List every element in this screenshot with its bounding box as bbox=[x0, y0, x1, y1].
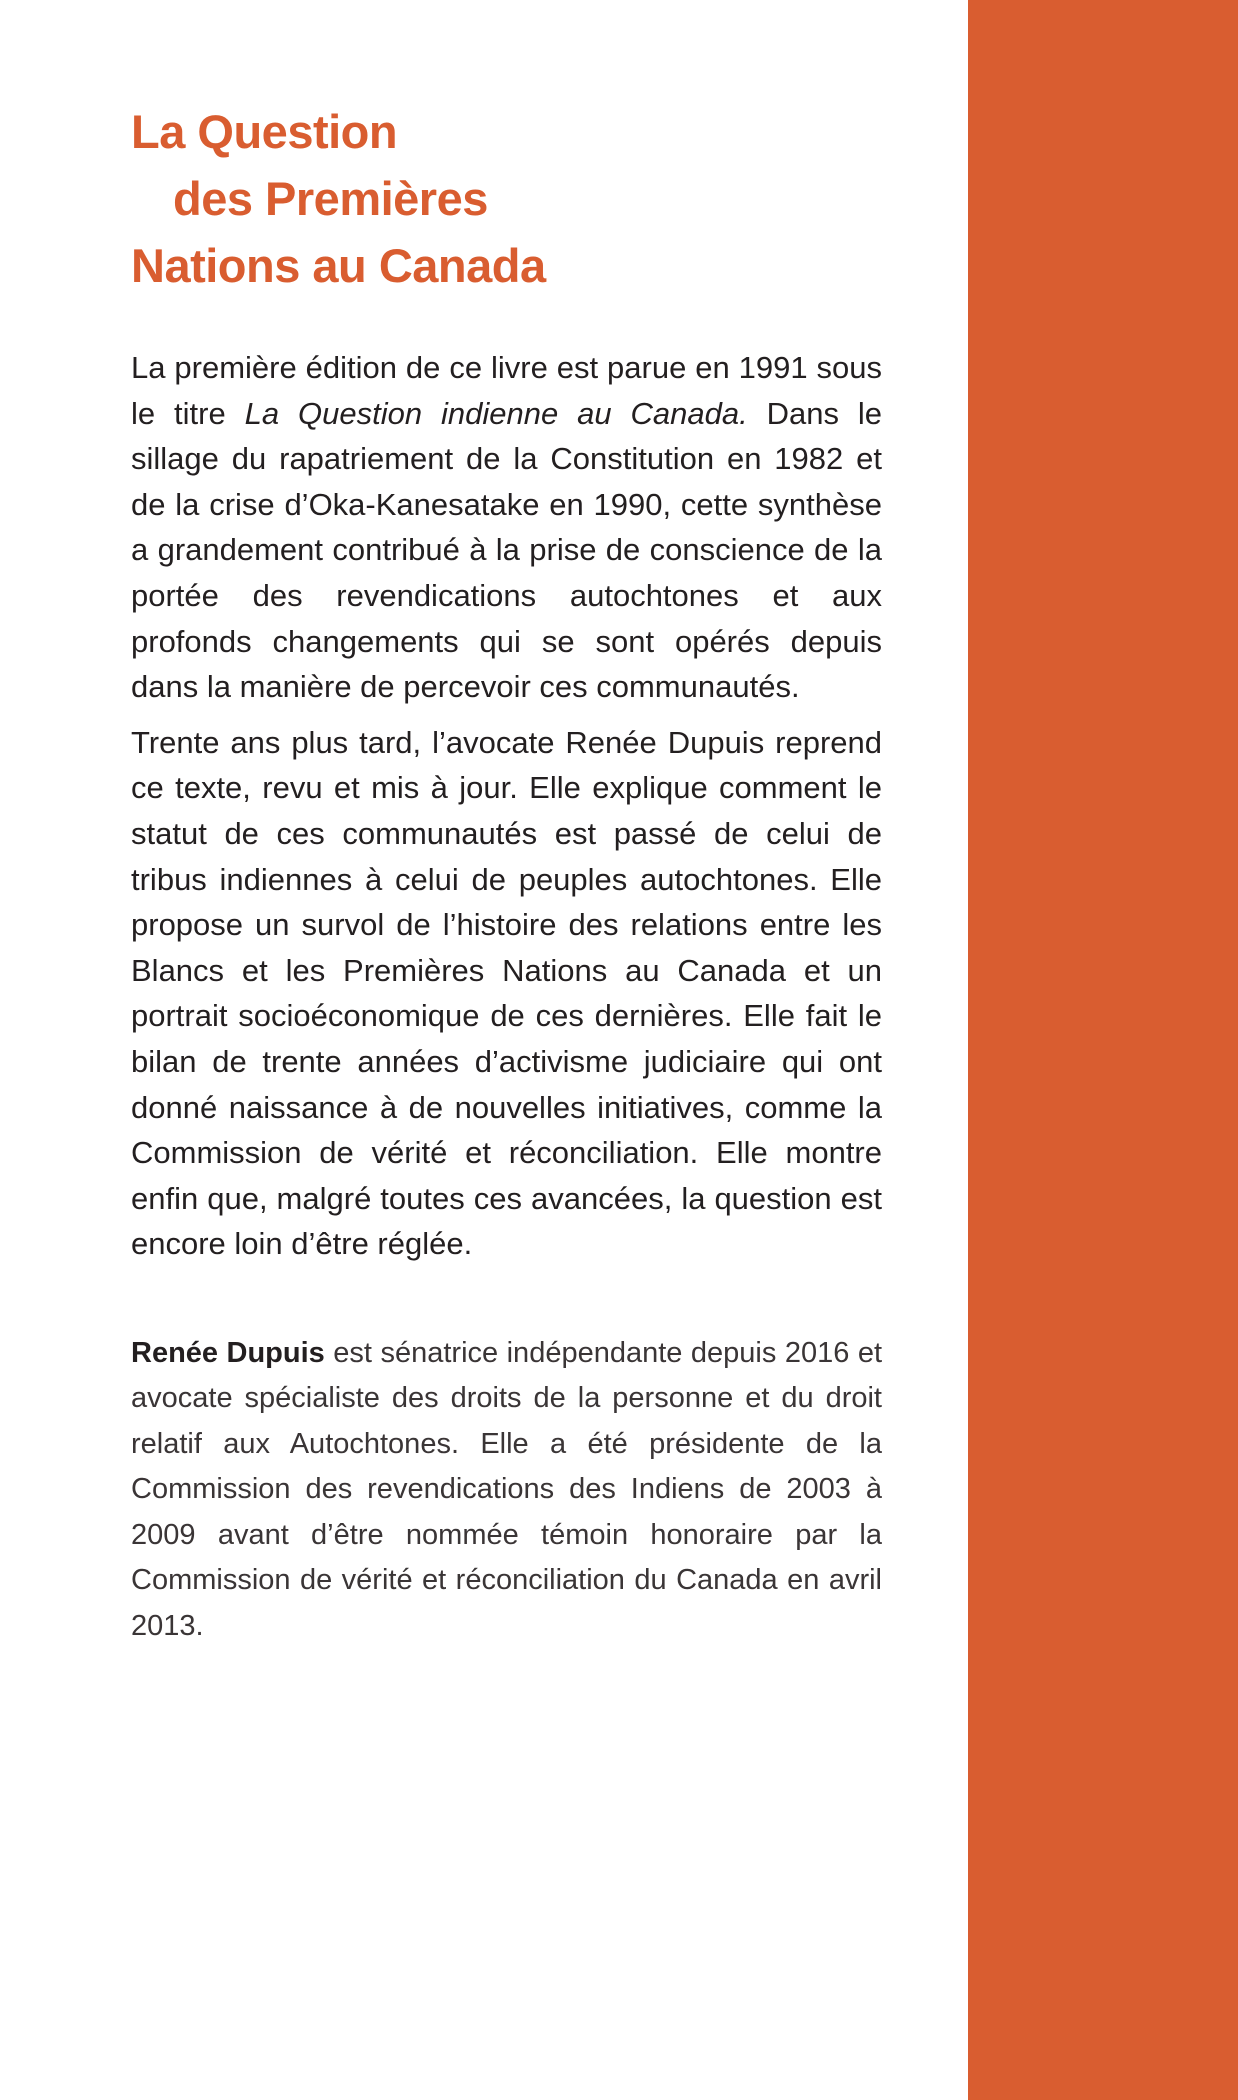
orange-side-band bbox=[968, 0, 1238, 2100]
book-title-line-1: La Question bbox=[131, 105, 398, 158]
book-title bbox=[131, 98, 882, 299]
book-title-line-3: Nations au Canada bbox=[131, 239, 546, 292]
author-bio-text: est sénatrice indépendante depuis 2016 et avocate spécialiste des droits de la personne et du droit relatif aux Autochtones. Elle a été présidente de la Commission des revendications des Indiens de 2003 à 2009 avant d’être nommée témoin honoraire par la Commission de vérité et réconciliation du Canada en avril 2013. bbox=[131, 1336, 883, 1642]
description-p1-start: La première édition de ce livre est parue en 1991 sous le titre bbox=[131, 350, 882, 431]
author-bio bbox=[131, 1331, 882, 1650]
back-cover-content bbox=[131, 98, 882, 1649]
book-title-line-2: des Premières bbox=[173, 172, 488, 225]
description-paragraph-2: Trente ans plus tard, l’avocate Renée Dupuis reprend ce texte, revu et mis à jour. Elle explique comment le statut de ces communautés est passé de celui de tribus indiennes à celui de peuples autochtones. Elle propose un survol de l’histoire des relations entre les Blancs et les Premières Nations au Canada et un portrait socioéconomique de ces dernières. Elle fait le bilan de trente années d’activisme judiciaire qui ont donné naissance à de nouvelles initiatives, comme la Commission de vérité et réconciliation. Elle montre enfin que, malgré toutes ces avancées, la question est encore loin d’être réglée. bbox=[131, 724, 882, 1262]
original-title-italic: La Question indienne au Canada. bbox=[244, 395, 748, 431]
description-paragraph-1 bbox=[131, 345, 882, 710]
description-p1-end: Dans le sillage du rapatriement de la Constitution en 1982 et de la crise d’Oka-Kanesatake en 1990, cette synthèse a grandement contribué à la prise de conscience de la portée des revendications autochtones et aux profonds changements qui se sont opérés depuis dans la manière de percevoir ces communautés. bbox=[131, 395, 882, 705]
author-name: Renée Dupuis bbox=[131, 1336, 325, 1369]
